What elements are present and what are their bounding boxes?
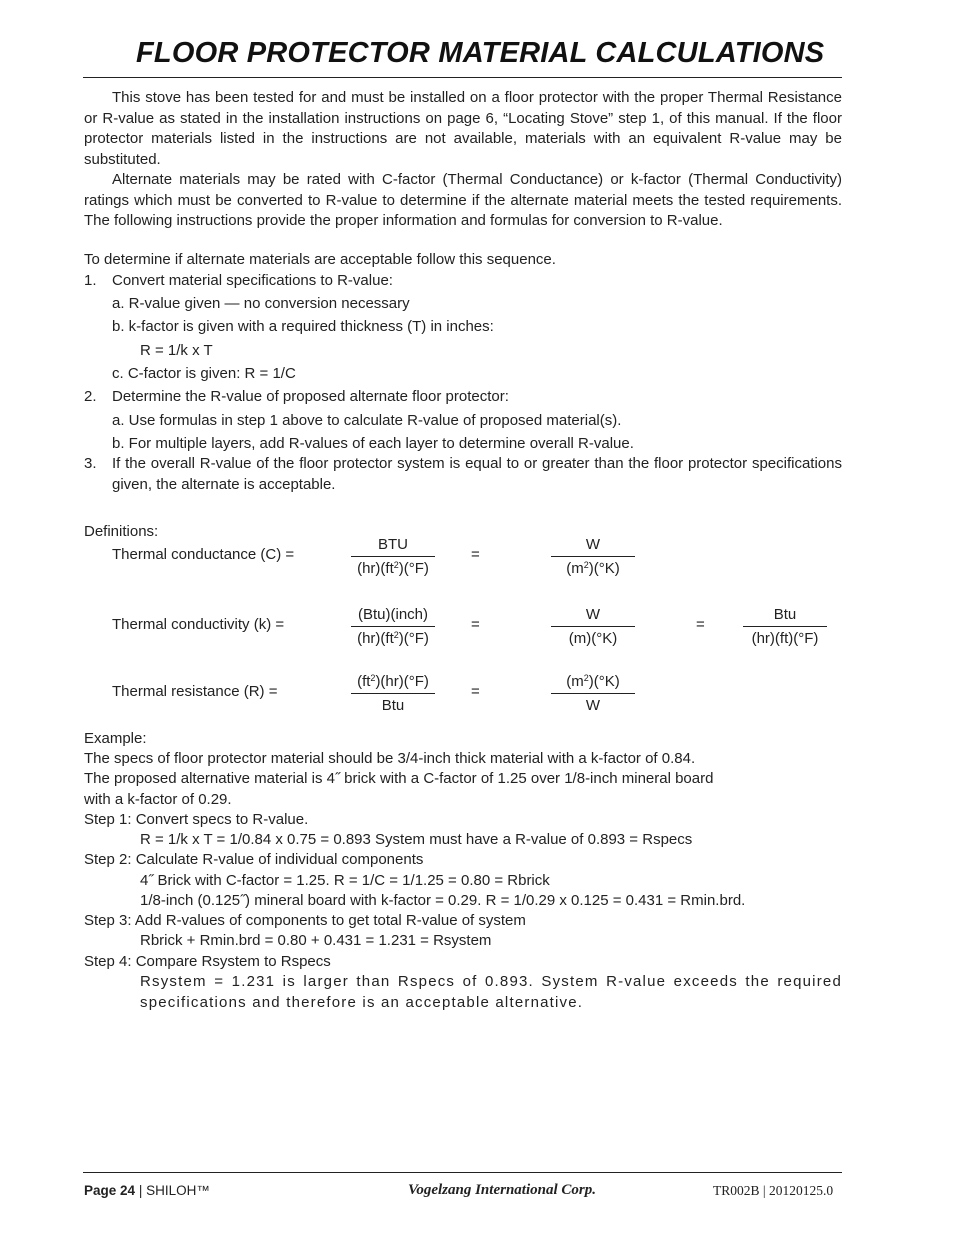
- conductance-fraction-btu: [351, 536, 435, 578]
- conductivity-fraction-btu: [743, 606, 827, 648]
- fraction-numerator: W: [551, 536, 635, 557]
- step-1-number: 1.: [84, 272, 97, 289]
- conductivity-label: Thermal conductivity (k) =: [112, 616, 285, 633]
- step-2: [84, 387, 509, 407]
- fraction-denominator: $(hr)(ft^2)(^\circ F)$: [357, 560, 429, 577]
- example-step-3-detail: Rbrick + Rmin.brd = 0.80 + 0.431 = 1.231 = Rsystem: [140, 932, 492, 949]
- example-step-4-detail: Rsystem = 1.231 is larger than Rspecs of 0.893. System R-value exceeds the required specifications and therefore is an acceptable alternative.: [140, 973, 842, 1011]
- step-3-number: 3.: [84, 455, 97, 472]
- doc-id: TR002B: [713, 1183, 760, 1198]
- step-1b: b. k-factor is given with a required thickness (T) in inches:: [112, 318, 494, 335]
- step-1b-formula: R = 1/k x T: [140, 342, 213, 359]
- intro-paragraph-2: Alternate materials may be rated with C-factor (Thermal Conductance) or k-factor (Thermal Conductivity) ratings which must be converted to R-value to determine if the alternate material meets the tested requirements. The following instructions provide the proper information and formulas for conversion to R-value.: [84, 171, 842, 229]
- fraction-denominator: (m)(°K): [568, 630, 618, 647]
- title-rule: [83, 77, 842, 78]
- sequence-lead: To determine if alternate materials are acceptable follow this sequence.: [84, 251, 556, 268]
- fraction-denominator: $(m^2)(^\circ K)$: [566, 560, 620, 577]
- example-step-2-brick: 4˝ Brick with C-factor = 1.25. R = 1/C = 1/1.25 = 0.80 = Rbrick: [140, 872, 550, 889]
- step-1c: c. C-factor is given: R = 1/C: [112, 365, 296, 382]
- step-2b: b. For multiple layers, add R-values of each layer to determine overall R-value.: [112, 435, 634, 452]
- equals-sign: =: [471, 546, 480, 563]
- step-2-text: Determine the R-value of proposed alternate floor protector:: [112, 388, 509, 405]
- equals-sign: =: [696, 616, 705, 633]
- fraction-numerator: Btu: [743, 606, 827, 627]
- footer-separator: |: [762, 1183, 766, 1198]
- equals-sign: =: [471, 683, 480, 700]
- step-3: [84, 454, 842, 495]
- step-3-text: If the overall R-value of the floor protector system is equal to or greater than the floor protector specifications given, the alternate is acceptable.: [112, 455, 842, 493]
- step-1a: a. R-value given — no conversion necessary: [112, 295, 410, 312]
- example-line-1: The specs of floor protector material should be 3/4-inch thick material with a k-factor of 0.84.: [84, 750, 696, 767]
- example-step-1: Step 1: Convert specs to R-value.: [84, 811, 309, 828]
- conductivity-fraction-si: [551, 606, 635, 648]
- resistance-fraction-imperial: [351, 673, 435, 715]
- fraction-numerator: BTU: [351, 536, 435, 557]
- doc-date: 20120125.0: [768, 1183, 834, 1198]
- step-2a: a. Use formulas in step 1 above to calculate R-value of proposed material(s).: [112, 412, 622, 429]
- footer-page-info: [84, 1183, 210, 1198]
- fraction-numerator: W: [551, 606, 635, 627]
- conductance-fraction-si: [551, 536, 635, 578]
- example-step-2-board: 1/8-inch (0.125˝) mineral board with k-factor = 0.29. R = 1/0.29 x 0.125 = 0.431 = Rmin.brd.: [140, 892, 746, 909]
- example-line-2: The proposed alternative material is 4˝ brick with a C-factor of 1.25 over 1/8-inch mineral board: [84, 770, 714, 787]
- step-2-number: 2.: [84, 388, 97, 405]
- resistance-label: Thermal resistance (R) =: [112, 683, 278, 700]
- step-1: [84, 271, 393, 291]
- page-title: FLOOR PROTECTOR MATERIAL CALCULATIONS: [136, 37, 825, 69]
- fraction-denominator: Btu: [381, 697, 405, 714]
- fraction-numerator: $(m^2)(^\circ K)$: [551, 673, 635, 694]
- product-name: SHILOH™: [146, 1183, 210, 1198]
- example-line-3: with a k-factor of 0.29.: [84, 791, 232, 808]
- fraction-denominator: $(hr)(ft^2)(^\circ F)$: [357, 630, 429, 647]
- fraction-denominator: W: [585, 697, 601, 714]
- intro-section: [84, 88, 842, 232]
- example-heading: Example:: [84, 730, 147, 747]
- fraction-numerator: $(ft^2)(hr)(^\circ F)$: [351, 673, 435, 694]
- conductivity-fraction-imperial: [351, 606, 435, 648]
- example-step-1-detail: R = 1/k x T = 1/0.84 x 0.75 = 0.893 System must have a R-value of 0.893 = Rspecs: [140, 831, 693, 848]
- example-step-4: Step 4: Compare Rsystem to Rspecs: [84, 953, 331, 970]
- document-code: [713, 1183, 833, 1199]
- example-step-2: Step 2: Calculate R-value of individual components: [84, 851, 424, 868]
- fraction-denominator: (hr)(ft)(°F): [751, 630, 819, 647]
- conductance-label: Thermal conductance (C) =: [112, 546, 295, 563]
- footer-separator: |: [138, 1183, 143, 1198]
- equals-sign: =: [471, 616, 480, 633]
- footer-rule: [83, 1172, 842, 1173]
- step-1-text: Convert material specifications to R-value:: [112, 272, 393, 289]
- company-name: Vogelzang International Corp.: [408, 1182, 596, 1198]
- intro-paragraph-1: This stove has been tested for and must be installed on a floor protector with the proper Thermal Resistance or R-value as stated in the installation instructions on page 6, “Locating Stove” step 1, of this manual. If the floor protector materials listed in the instructions are not available, materials with an equivalent R-value may be substituted.: [84, 89, 842, 168]
- fraction-numerator: (Btu)(inch): [351, 606, 435, 627]
- resistance-fraction-si: [551, 673, 635, 715]
- page-number: Page 24: [84, 1183, 136, 1198]
- example-step-3: Step 3: Add R-values of components to get total R-value of system: [84, 912, 526, 929]
- definitions-heading: Definitions:: [84, 523, 159, 540]
